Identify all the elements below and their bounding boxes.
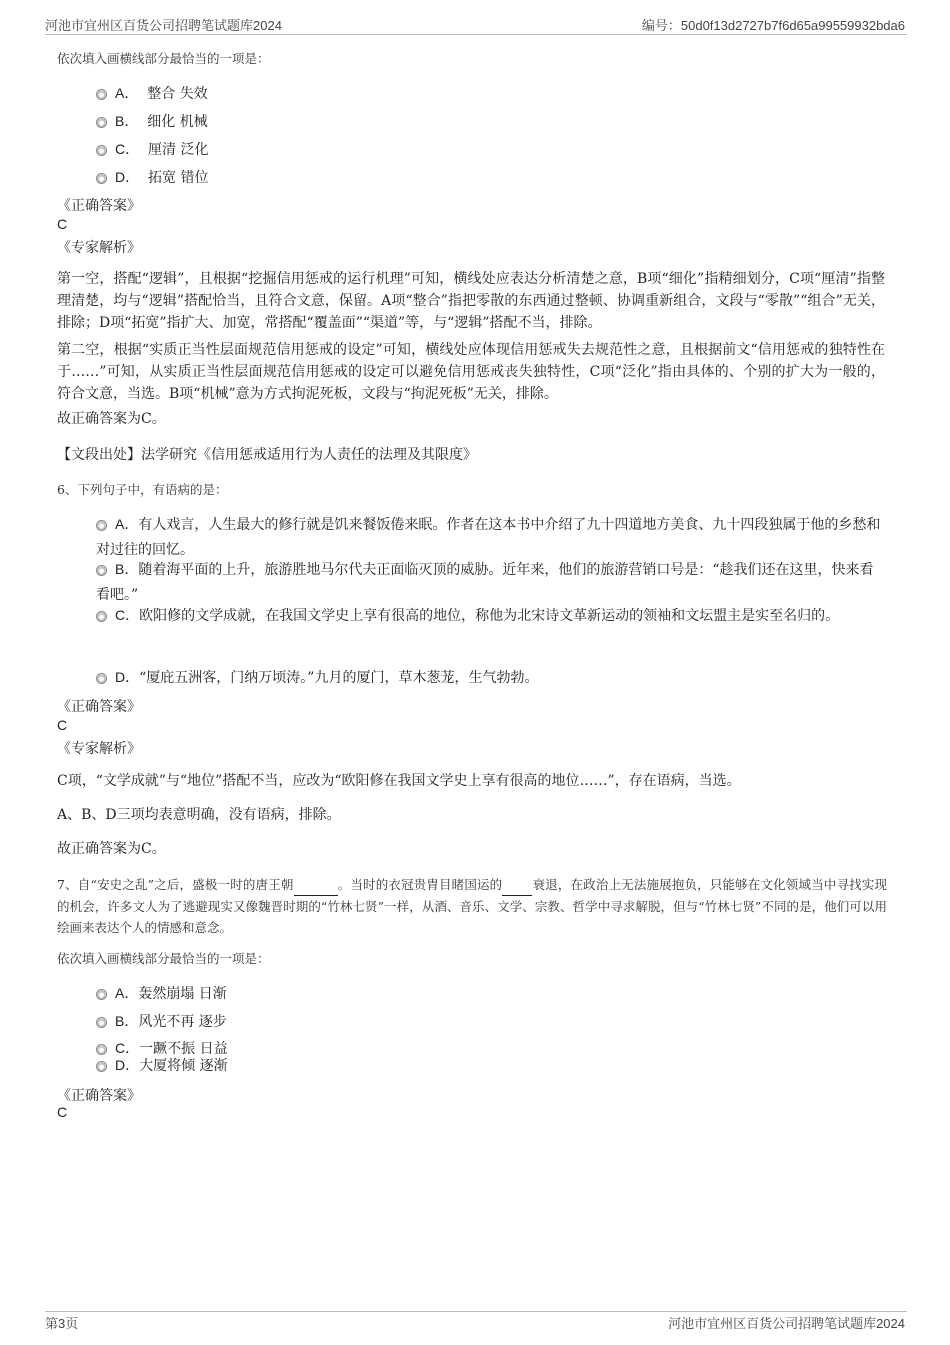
q6-analysis-p1: C项，“文学成就”与“地位”搭配不当，应改为“欧阳修在我国文学史上享有很高的地位……”，存在语病，当选。 bbox=[57, 773, 741, 789]
q6-option-c[interactable]: C．欧阳修的文学成就，在我国文学史上享有很高的地位，称他为北宋诗文革新运动的领袖和文坛盟主是实至名归的。 bbox=[96, 603, 886, 629]
q6-option-a[interactable]: A．有人戏言，人生最大的修行就是饥来餐饭倦来眠。作者在这本书中介绍了九十四道地方美食、九十四段独属于他的乡愁和对过往的回忆。 bbox=[96, 516, 881, 558]
radio-icon[interactable] bbox=[96, 673, 107, 684]
q7-option-b[interactable]: B．风光不再 逐步 bbox=[96, 1011, 227, 1031]
q5-option-b[interactable]: B． 细化 机械 bbox=[96, 111, 208, 131]
q6-answer: C bbox=[57, 717, 68, 733]
q7-blank-1 bbox=[294, 874, 338, 896]
q5-analysis-p3: 故正确答案为C。 bbox=[57, 411, 166, 427]
header-title: 河池市宜州区百货公司招聘笔试题库2024 bbox=[45, 18, 282, 33]
q7-stem: 7、自“安史之乱”之后，盛极一时的唐王朝 。当时的衣冠贵胄目睹国运的 衰退，在政治上无法施展抱负，只能够在文化领域当中寻找实现的机会，许多文人为了逃避现实又像魏晋时期的“竹林七贤”一样，从酒、音乐、文学、宗教、哲学中寻求解脱，但与“竹林七贤”不同的是，他们可以用绘画来表达个人的情感和意念。 bbox=[57, 874, 887, 938]
footer-rule bbox=[45, 1311, 907, 1312]
q7-blank-2 bbox=[502, 874, 532, 896]
radio-icon[interactable] bbox=[96, 611, 107, 622]
header-code-label: 编号： bbox=[641, 18, 681, 33]
q5-answer: C bbox=[57, 216, 68, 232]
q6-analysis-p2: A、B、D三项均表意明确，没有语病，排除。 bbox=[57, 807, 341, 823]
q7-answer: C bbox=[57, 1104, 68, 1120]
radio-icon[interactable] bbox=[96, 117, 107, 128]
q5-analysis-p1: 第一空，搭配“逻辑”，且根据“挖掘信用惩戒的运行机理”可知，横线处应表达分析清楚之意，B项“细化”指精细划分，C项“厘清”指整理清楚，均与“逻辑”搭配恰当，且符合文意，保留。A项“整合”指把零散的东西通过整顿、协调重新组合，文段与“零散”“组合”无关，排除；D项“拓宽”指扩大、加宽，常搭配“覆盖面”“渠道”等，与“逻辑”搭配不当，排除。 bbox=[57, 271, 885, 331]
q7-option-a[interactable]: A．轰然崩塌 日渐 bbox=[96, 983, 227, 1003]
q6-answer-label: 《正确答案》 bbox=[57, 699, 141, 715]
radio-icon[interactable] bbox=[96, 989, 107, 1000]
q6-stem: 6、下列句子中，有语病的是： bbox=[57, 482, 228, 497]
radio-icon[interactable] bbox=[96, 1017, 107, 1028]
q6-option-d[interactable]: D．“厦庇五洲客，门纳万顷涛。”九月的厦门，草木葱茏，生气勃勃。 bbox=[96, 667, 538, 687]
radio-icon[interactable] bbox=[96, 565, 107, 576]
q5-analysis-p2: 第二空，根据“实质正当性层面规范信用惩戒的设定”可知，横线处应体现信用惩戒失去规范性之意，且根据前文“信用惩戒的独特性在于……”可知，从实质正当性层面规范信用惩戒的设定可以避免信用惩戒丧失独特性，C项“泛化”指由具体的、个别的扩大为一般的，符合文意，当选。B项“机械”意为方式拘泥死板，文段与“拘泥死板”无关，排除。 bbox=[57, 342, 885, 402]
radio-icon[interactable] bbox=[96, 1044, 107, 1055]
radio-icon[interactable] bbox=[96, 89, 107, 100]
q6-option-b[interactable]: B．随着海平面的上升，旅游胜地马尔代夫正面临灭顶的威胁。近年来，他们的旅游营销口号是：“趁我们还在这里，快来看看吧。” bbox=[96, 561, 874, 603]
radio-icon[interactable] bbox=[96, 173, 107, 184]
footer-title: 河池市宜州区百货公司招聘笔试题库2024 bbox=[668, 1316, 905, 1331]
q7-option-c[interactable]: C．一蹶不振 日益 bbox=[96, 1038, 228, 1058]
q5-option-d[interactable]: D． 拓宽 错位 bbox=[96, 167, 208, 187]
q6-analysis-label: 《专家解析》 bbox=[57, 741, 141, 757]
q5-analysis-label: 《专家解析》 bbox=[57, 240, 141, 256]
q7-instruction: 依次填入画横线部分最恰当的一项是： bbox=[57, 951, 270, 966]
radio-icon[interactable] bbox=[96, 520, 107, 531]
q5-instruction: 依次填入画横线部分最恰当的一项是： bbox=[57, 51, 270, 66]
radio-icon[interactable] bbox=[96, 1061, 107, 1072]
header-rule bbox=[45, 34, 907, 35]
q5-option-a[interactable]: A． 整合 失效 bbox=[96, 83, 208, 103]
q5-source: 【文段出处】法学研究《信用惩戒适用行为人责任的法理及其限度》 bbox=[57, 447, 477, 463]
q5-option-c[interactable]: C． 厘清 泛化 bbox=[96, 139, 208, 159]
q6-analysis-p3: 故正确答案为C。 bbox=[57, 841, 166, 857]
radio-icon[interactable] bbox=[96, 145, 107, 156]
footer-page: 第3页 bbox=[45, 1316, 79, 1331]
header-code-value: 50d0f13d2727b7f6d65a99559932bda6 bbox=[680, 18, 905, 33]
q7-answer-label: 《正确答案》 bbox=[57, 1088, 141, 1104]
q7-option-d[interactable]: D．大厦将倾 逐渐 bbox=[96, 1055, 228, 1075]
q5-answer-label: 《正确答案》 bbox=[57, 198, 141, 214]
header-code bbox=[642, 15, 905, 34]
